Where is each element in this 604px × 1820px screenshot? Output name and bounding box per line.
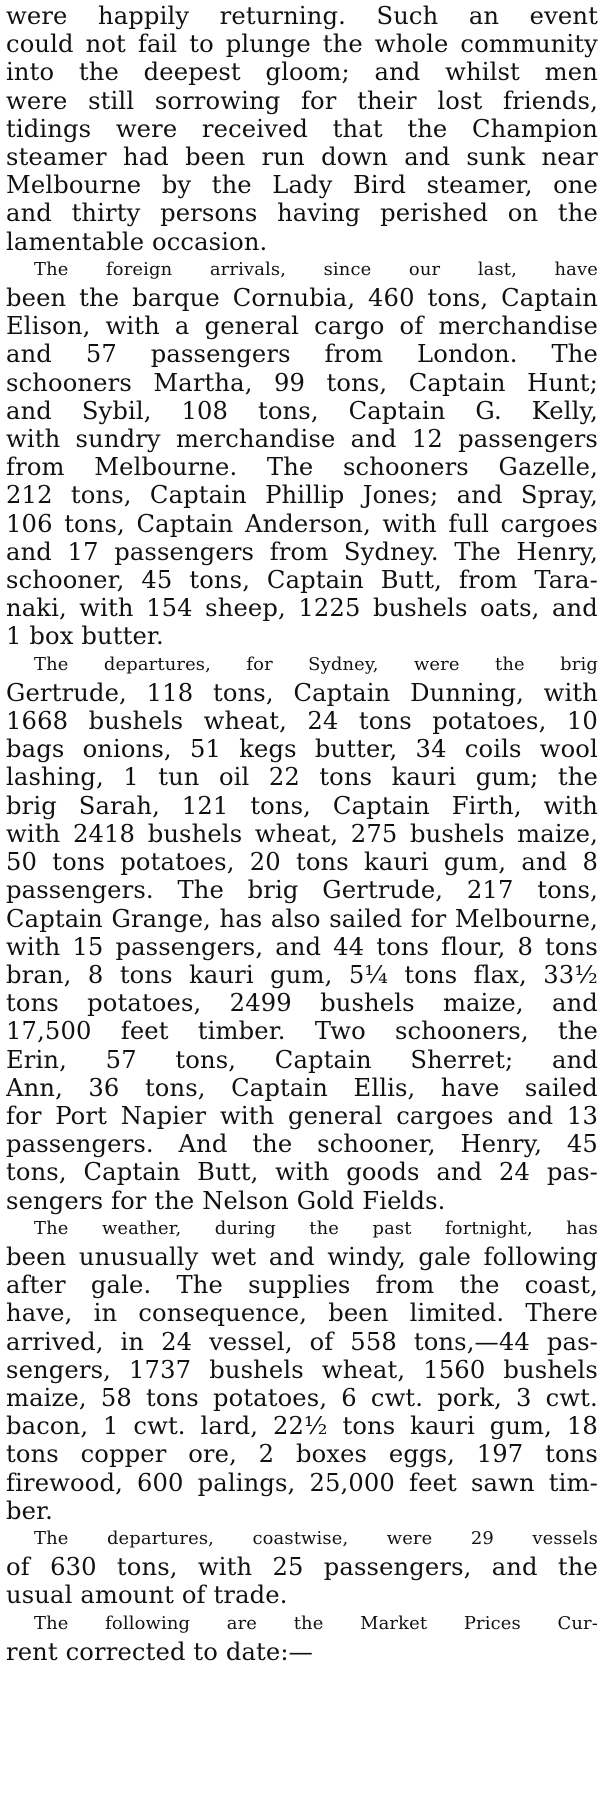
text-line: 1 box butter.	[6, 622, 164, 651]
article-paragraph	[6, 1215, 598, 1525]
text-line: The departures, coastwise, were 29 vessels	[34, 1527, 598, 1549]
text-line: firewood, 600 palings, 25,000 feet sawn tim-	[6, 1468, 598, 1497]
text-line: 50 tons potatoes, 20 tons kauri gum, and 8	[6, 848, 598, 877]
text-line: tons copper ore, 2 boxes eggs, 197 tons	[6, 1440, 598, 1469]
text-line: bags onions, 51 kegs butter, 34 coils wool	[6, 735, 598, 764]
text-line: and thirty persons having perished on the	[6, 199, 598, 228]
text-line: passengers. The brig Gertrude, 217 tons,	[6, 876, 598, 905]
text-line: sengers, 1737 bushels wheat, 1560 bushels	[6, 1355, 598, 1384]
text-line: were still sorrowing for their lost friends,	[6, 86, 598, 115]
text-line: 1668 bushels wheat, 24 tons potatoes, 10	[6, 707, 598, 736]
text-line: into the deepest gloom; and whilst men	[6, 58, 598, 87]
text-line: with sundry merchandise and 12 passengers	[6, 425, 598, 454]
text-line: The following are the Market Prices Cur-	[34, 1612, 598, 1634]
text-line: The foreign arrivals, since our last, have	[34, 258, 598, 280]
text-line: with 15 passengers, and 44 tons flour, 8 tons	[6, 932, 598, 961]
text-line: rent corrected to date:—	[6, 1637, 314, 1666]
text-line: were happily returning. Such an event	[6, 2, 598, 30]
text-line: The departures, for Sydney, were the brig	[34, 653, 598, 675]
text-line: Erin, 57 tons, Captain Sherret; and	[6, 1045, 598, 1074]
text-line: could not fail to plunge the whole community	[6, 30, 598, 59]
text-line: naki, with 154 sheep, 1225 bushels oats, and	[6, 594, 598, 623]
text-line: Captain Grange, has also sailed for Melbourne,	[6, 904, 598, 933]
text-line: of 630 tons, with 25 passengers, and the	[6, 1553, 598, 1582]
text-line: maize, 58 tons potatoes, 6 cwt. pork, 3 cwt.	[6, 1383, 598, 1412]
text-line: bacon, 1 cwt. lard, 22½ tons kauri gum, 18	[6, 1412, 598, 1441]
text-line: 212 tons, Captain Phillip Jones; and Spray,	[6, 481, 598, 510]
text-line: tidings were received that the Champion	[6, 114, 598, 143]
article-paragraph	[6, 2, 598, 256]
text-line: after gale. The supplies from the coast,	[6, 1271, 598, 1300]
text-line: from Melbourne. The schooners Gazelle,	[6, 453, 598, 482]
text-line: brig Sarah, 121 tons, Captain Firth, with	[6, 791, 598, 820]
article-paragraph	[6, 1525, 598, 1610]
text-line: Gertrude, 118 tons, Captain Dunning, with	[6, 678, 598, 707]
text-line: sengers for the Nelson Gold Fields.	[6, 1186, 446, 1215]
text-line: Elison, with a general cargo of merchandise	[6, 312, 598, 341]
text-line: and 17 passengers from Sydney. The Henry,	[6, 537, 598, 566]
article-paragraph	[6, 651, 598, 1215]
text-line: tons potatoes, 2499 bushels maize, and	[6, 989, 598, 1018]
text-line: 106 tons, Captain Anderson, with full cargoes	[6, 509, 598, 538]
text-line: Melbourne by the Lady Bird steamer, one	[6, 171, 598, 200]
text-line: schooner, 45 tons, Captain Butt, from Tara-	[6, 566, 598, 595]
text-line: lashing, 1 tun oil 22 tons kauri gum; the	[6, 763, 598, 792]
text-line: been the barque Cornubia, 460 tons, Captain	[6, 284, 598, 313]
text-line: have, in consequence, been limited. There	[6, 1299, 598, 1328]
text-line: passengers. And the schooner, Henry, 45	[6, 1130, 598, 1159]
text-line: ber.	[6, 1496, 53, 1525]
text-line: The weather, during the past fortnight, has	[34, 1217, 598, 1239]
text-line: and 57 passengers from London. The	[6, 340, 598, 369]
text-line: 17,500 feet timber. Two schooners, the	[6, 1017, 598, 1046]
text-line: with 2418 bushels wheat, 275 bushels maize,	[6, 819, 598, 848]
text-line: and Sybil, 108 tons, Captain G. Kelly,	[6, 396, 598, 425]
text-line: bran, 8 tons kauri gum, 5¼ tons flax, 33½	[6, 960, 598, 989]
text-line: lamentable occasion.	[6, 227, 268, 256]
text-line: usual amount of trade.	[6, 1581, 288, 1610]
text-line: schooners Martha, 99 tons, Captain Hunt;	[6, 368, 598, 397]
article-paragraph	[6, 1610, 598, 1666]
text-line: steamer had been run down and sunk near	[6, 143, 598, 172]
text-line: tons, Captain Butt, with goods and 24 pas-	[6, 1158, 598, 1187]
text-line: Ann, 36 tons, Captain Ellis, have sailed	[6, 1073, 598, 1102]
text-line: for Port Napier with general cargoes and 13	[6, 1101, 598, 1130]
text-line: been unusually wet and windy, gale following	[6, 1242, 598, 1271]
article-paragraph	[6, 256, 598, 651]
text-line: arrived, in 24 vessel, of 558 tons,—44 pas-	[6, 1327, 598, 1356]
